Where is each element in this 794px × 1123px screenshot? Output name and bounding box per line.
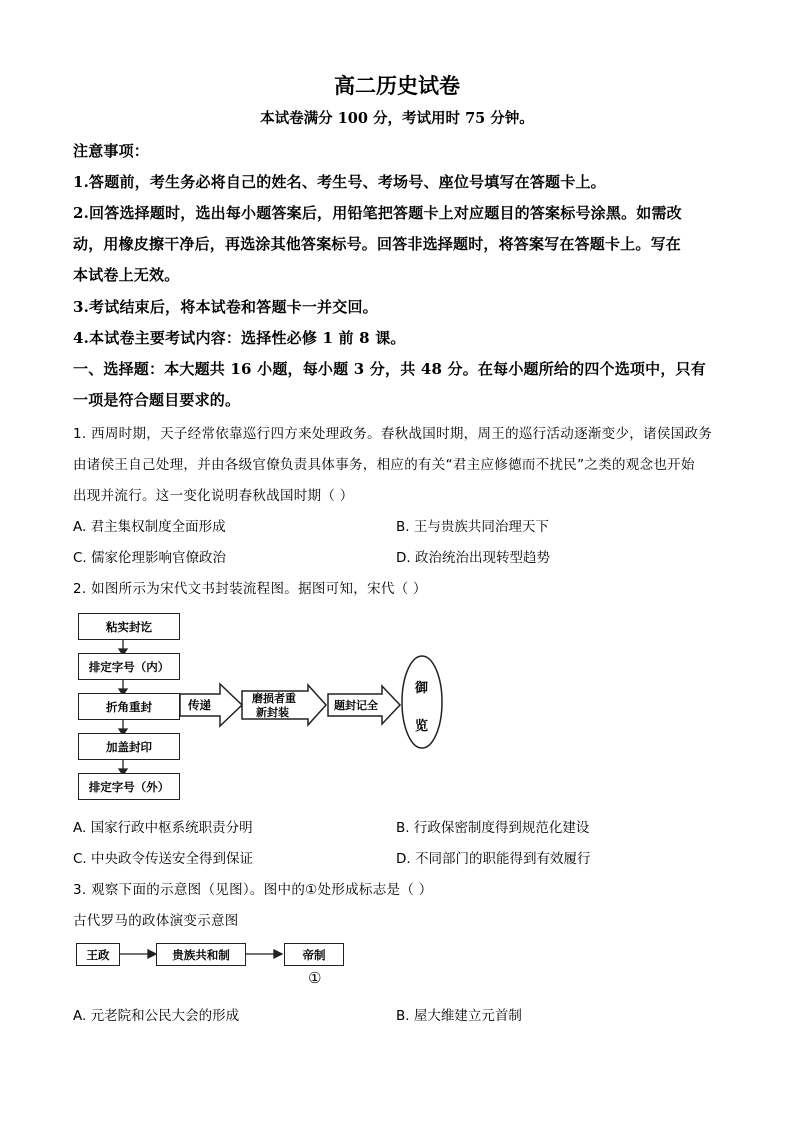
q3-diagram-caption: 古代罗马的政体演变示意图 <box>73 913 239 929</box>
notes-heading: 注意事项： <box>73 142 150 160</box>
flow-step-number-outer: 排定字号（外） <box>78 773 180 800</box>
q2-option-a: A. 国家行政中枢系统职责分明 <box>73 820 253 836</box>
page-title: 高二历史试卷 <box>334 73 460 98</box>
q3-option-a: A. 元老院和公民大会的形成 <box>73 1008 240 1024</box>
marker-circled-one: ① <box>308 969 322 987</box>
flow-label-transmit: 传递 <box>188 698 211 712</box>
note-item-2-line-2: 动，用橡皮擦干净后，再选涂其他答案标号。回答非选择题时，将答案写在答题卡上。写在 <box>73 235 682 253</box>
q1-option-c: C. 儒家伦理影响官僚政治 <box>73 550 227 566</box>
q2-stem: 2. 如图所示为宋代文书封装流程图。据图可知，宋代（ ） <box>73 581 427 597</box>
flow-label-record: 题封记全 <box>334 699 378 712</box>
flow-end-char-1: 御 <box>415 681 429 696</box>
note-item-2-line-1: 2.回答选择题时，选出每小题答案后，用铅笔把答题卡上对应题目的答案标号涂黑。如需改 <box>73 204 682 222</box>
q3-stem: 3. 观察下面的示意图（见图）。图中的①处形成标志是（ ） <box>73 882 433 898</box>
q1-option-a: A. 君主集权制度全面形成 <box>73 519 226 535</box>
flow-label-repackage <box>252 692 296 720</box>
flow-label-repackage-line-2: 新封装 <box>256 706 289 719</box>
flow-label-repackage-line-1: 磨损者重 <box>252 692 296 705</box>
note-item-1: 1.答题前，考生务必将自己的姓名、考生号、考场号、座位号填写在答题卡上。 <box>73 173 606 191</box>
flow-step-seal: 粘实封讫 <box>78 613 180 640</box>
flow-step-stamp: 加盖封印 <box>78 733 180 760</box>
flow-end-char-2: 览 <box>415 719 429 734</box>
q2-option-c: C. 中央政令传送安全得到保证 <box>73 851 254 867</box>
stage-monarchy: 王政 <box>76 943 120 966</box>
section-heading-line-2: 一项是符合题目要求的。 <box>73 391 241 409</box>
stage-aristocratic-republic: 贵族共和制 <box>156 943 246 966</box>
q2-option-b: B. 行政保密制度得到规范化建设 <box>396 820 590 836</box>
flow-step-number-inner: 排定字号（内） <box>78 653 180 680</box>
q1-stem-line-1: 1. 西周时期，天子经常依靠巡行四方来处理政务。春秋战国时期，周王的巡行活动逐渐变少，诸侯国政务 <box>73 426 713 442</box>
note-item-3: 3.考试结束后，将本试卷和答题卡一并交回。 <box>73 298 378 316</box>
note-item-2-line-3: 本试卷上无效。 <box>73 266 180 284</box>
imperial-review-ellipse <box>402 656 442 748</box>
section-heading-line-1: 一、选择题：本大题共 16 小题，每小题 3 分，共 48 分。在每小题所给的四个选项中，只有 <box>73 360 706 378</box>
document-sealing-flowchart <box>70 605 470 805</box>
q1-stem-line-2: 由诸侯王自己处理，并由各级官僚负责具体事务，相应的有关“君主应修德而不扰民”之类的观念也开始 <box>73 457 695 473</box>
flow-step-fold-reseal: 折角重封 <box>78 693 180 720</box>
stage-empire: 帝制 <box>284 943 344 966</box>
q1-stem-line-3: 出现并流行。这一变化说明春秋战国时期（ ） <box>73 488 354 504</box>
q1-option-d: D. 政治统治出现转型趋势 <box>396 550 550 566</box>
note-item-4: 4.本试卷主要考试内容：选择性必修 1 前 8 课。 <box>73 329 406 347</box>
q2-option-d: D. 不同部门的职能得到有效履行 <box>396 851 591 867</box>
q1-option-b: B. 王与贵族共同治理天下 <box>396 519 549 535</box>
page-subtitle: 本试卷满分 100 分，考试用时 75 分钟。 <box>260 110 534 127</box>
q3-option-b: B. 屋大维建立元首制 <box>396 1008 522 1024</box>
roman-government-diagram <box>70 935 360 991</box>
